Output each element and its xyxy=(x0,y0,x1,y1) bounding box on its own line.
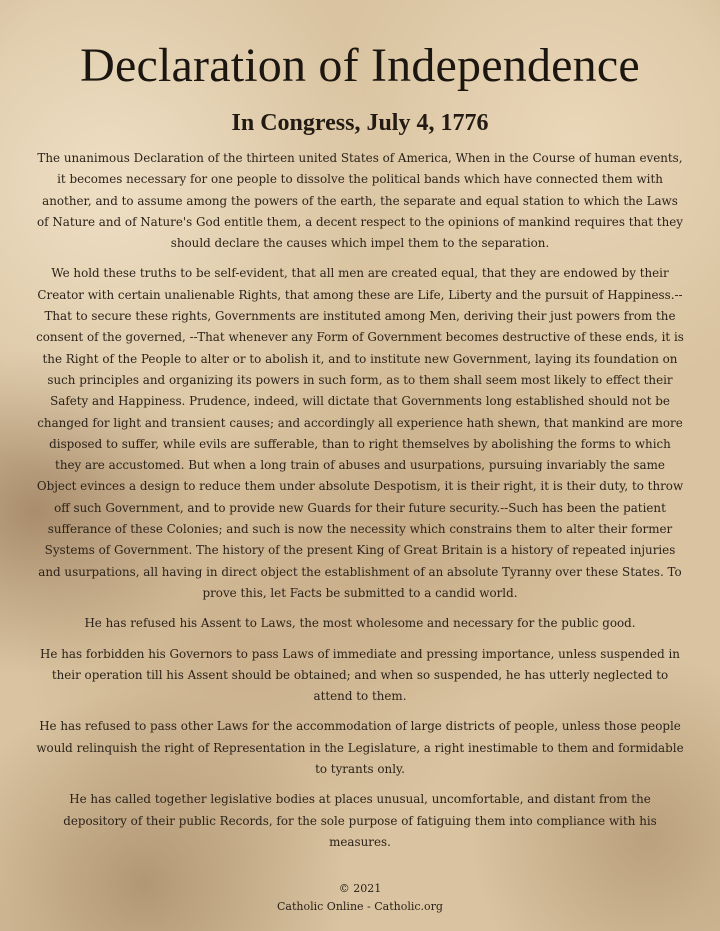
document-body xyxy=(36,148,684,853)
paragraph-preamble: The unanimous Declaration of the thirteen united States of America, When in the Course of human events, it becomes necessary for one people to dissolve the political bands which have connected them with another, and to assume among the powers of the earth, the separate and equal station to which the Laws of Nature and of Nature's God entitle them, a decent respect to the opinions of mankind requires that they should declare the causes which impel them to the separation. xyxy=(37,151,683,251)
paragraph-truths: We hold these truths to be self-evident, that all men are created equal, that they are endowed by their Creator with certain unalienable Rights, that among these are Life, Liberty and the pursuit of Happiness.--That to secure these rights, Governments are instituted among Men, deriving their just powers from the consent of the governed, --That whenever any Form of Government becomes destructive of these ends, it is the Right of the People to alter or to abolish it, and to institute new Government, laying its foundation on such principles and organizing its powers in such form, as to them shall seem most likely to effect their Safety and Happiness. Prudence, indeed, will dictate that Governments long established should not be changed for light and transient causes; and accordingly all experience hath shewn, that mankind are more disposed to suffer, while evils are sufferable, than to right themselves by abolishing the forms to which they are accustomed. But when a long train of abuses and usurpations, pursuing invariably the same Object evinces a design to reduce them under absolute Despotism, it is their right, it is their duty, to throw off such Government, and to provide new Guards for their future security.--Such has been the patient sufferance of these Colonies; and such is now the necessity which constrains them to alter their former Systems of Government. The history of the present King of Great Britain is a history of repeated injuries and usurpations, all having in direct object the establishment of an absolute Tyranny over these States. To prove this, let Facts be submitted to a candid world. xyxy=(36,266,684,600)
credit-text: Catholic Online - Catholic.org xyxy=(277,900,443,913)
page-footer xyxy=(0,880,720,916)
paragraph-grievance-representation: He has refused to pass other Laws for the accommodation of large districts of people, unless those people would relinquish the right of Representation in the Legislature, a right inestimable to them and formidable to tyrants only. xyxy=(36,719,684,777)
document-title: Declaration of Independence xyxy=(80,39,640,92)
paragraph-grievance-legislative-bodies: He has called together legislative bodies at places unusual, uncomfortable, and distant from the depository of their public Records, for the sole purpose of fatiguing them into compliance with his measures. xyxy=(63,792,657,849)
paragraph-grievance-assent: He has refused his Assent to Laws, the most wholesome and necessary for the public good. xyxy=(84,616,636,631)
paragraph-grievance-governors: He has forbidden his Governors to pass Laws of immediate and pressing importance, unless suspended in their operation till his Assent should be obtained; and when so suspended, he has utterly neglected to attend to them. xyxy=(40,646,680,704)
document-subtitle: In Congress, July 4, 1776 xyxy=(231,110,489,136)
copyright-text: © 2021 xyxy=(338,882,382,895)
